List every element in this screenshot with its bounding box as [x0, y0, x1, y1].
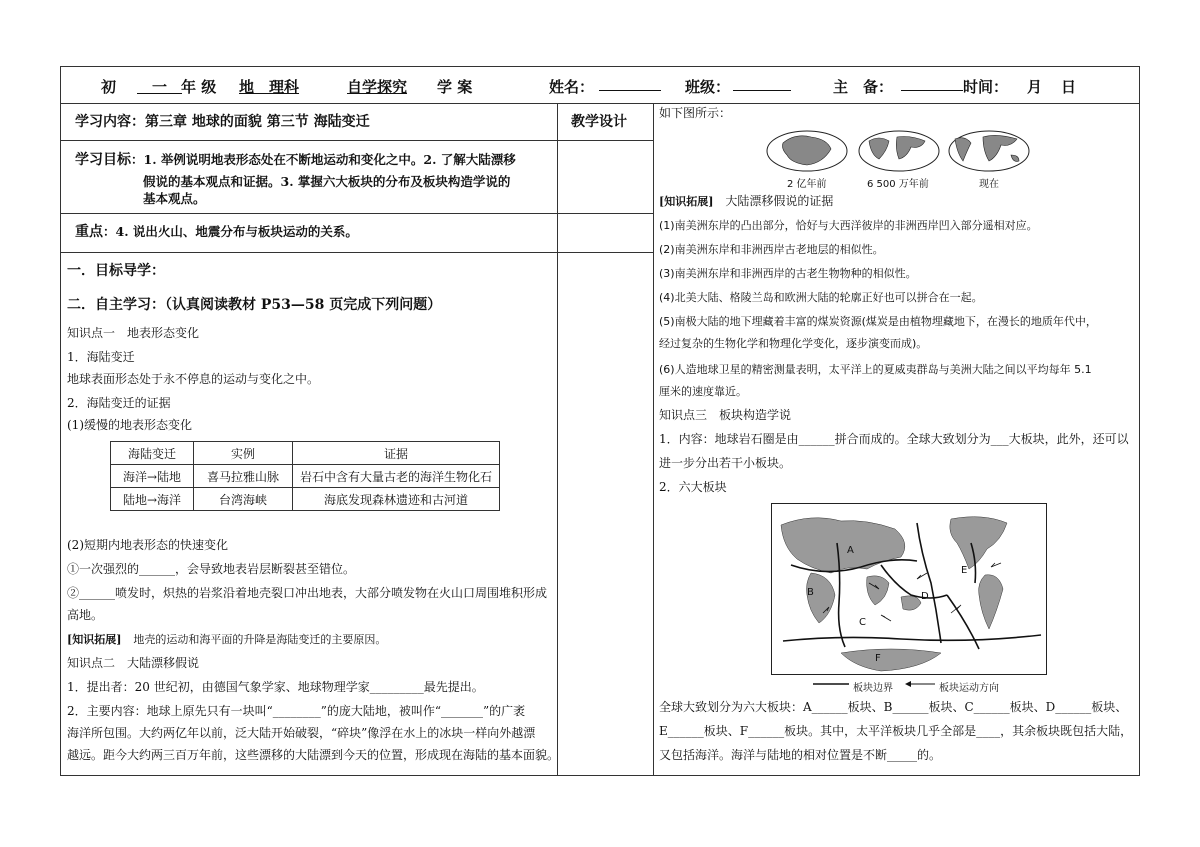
- table-header: 海陆变迁: [111, 442, 194, 465]
- table-row: [111, 465, 500, 488]
- day-label: 日: [1061, 78, 1077, 96]
- grade-suffix: 年 级: [181, 78, 217, 96]
- evidence-4: (4)北美大陆、格陵兰岛和欧洲大陆的轮廓正好也可以拼合在一起。: [659, 291, 983, 304]
- kp1-item2: 2．海陆变迁的证据: [67, 396, 171, 410]
- evidence-1: (1)南美洲东岸的凸出部分，恰好与大西洋彼岸的非洲西岸凹入部分遥相对应。: [659, 219, 1038, 232]
- kp2-content-line3: 越远。距今大约两三百万年前，这些漂移的大陆漂到今天的位置，形成现在海陆的基本面貌。: [67, 748, 560, 762]
- table-cell: 台湾海峡: [194, 488, 293, 511]
- name-blank[interactable]: [599, 76, 661, 91]
- plate-label: B: [807, 587, 814, 598]
- kp3-title: 知识点三 板块构造学说: [659, 408, 792, 422]
- kp1-fast-change: (2)短期内地表形态的快速变化: [67, 538, 228, 552]
- kp3-content-cont: 进一步分出若干小板块。: [659, 456, 792, 470]
- kp3-six-plates: 2．六大板块: [659, 480, 727, 494]
- plate-label: C: [859, 617, 866, 628]
- kp1-item1: 1．海陆变迁: [67, 350, 135, 364]
- objectives-line3: 基本观点。: [143, 191, 206, 206]
- plate-label: E: [961, 565, 968, 576]
- table-cell: 海洋→陆地: [111, 465, 194, 488]
- row-line-2: [61, 213, 653, 214]
- kp1-title: 知识点一 地表形态变化: [67, 326, 200, 340]
- header-bar: [61, 67, 1139, 104]
- name-label: 姓名：: [549, 78, 595, 96]
- table-header: 证据: [293, 442, 500, 465]
- class-label: 班级：: [685, 78, 731, 96]
- kp1-slow-change: (1)缓慢的地表形态变化: [67, 418, 192, 432]
- table-row: [111, 488, 500, 511]
- evidence-table: [110, 441, 500, 511]
- plate-label: F: [875, 653, 881, 664]
- teaching-design-title: 教学设计: [571, 114, 627, 130]
- divider-right: [653, 104, 654, 776]
- evidence-5-cont: 经过复杂的生物化学和物理化学变化，逐步演变而成)。: [659, 337, 928, 350]
- grade-number: 一: [152, 78, 168, 96]
- study-type: 自学探究: [347, 78, 408, 96]
- prep-blank[interactable]: [901, 76, 963, 91]
- globe-label: 6 500 万年前: [867, 179, 929, 190]
- plan-label: 学 案: [437, 78, 473, 96]
- prep-label: 主 备：: [833, 78, 894, 96]
- table-cell: 喜马拉雅山脉: [194, 465, 293, 488]
- row-line-3: [61, 252, 653, 253]
- legend-boundary-line: [811, 679, 851, 689]
- kp2-proposer: 1．提出者：20 世纪初，由德国气象学家、地球物理学家_________最先提出。: [67, 680, 484, 694]
- right-extension: [知识拓展] 大陆漂移假说的证据: [659, 194, 834, 208]
- row-line-1: [61, 140, 653, 141]
- kp2-title: 知识点二 大陆漂移假说: [67, 656, 200, 670]
- evidence-6-cont: 厘米的速度靠近。: [659, 385, 747, 398]
- plate-label: A: [847, 545, 854, 556]
- legend-direction-label: 板块运动方向: [939, 683, 999, 694]
- objectives-line1: 学习目标：1. 举例说明地表形态处在不断地运动和变化之中。2. 了解大陆漂移: [75, 152, 516, 168]
- table-cell: 海底发现森林遗迹和古河道: [293, 488, 500, 511]
- globe-label: 现在: [979, 179, 999, 190]
- section-goal-guide: 一．目标导学：: [67, 263, 165, 279]
- kp1-fast-item2: ②______喷发时，炽热的岩浆沿着地壳裂口冲出地表，大部分喷发物在火山口周围堆积形成: [67, 586, 548, 600]
- grade-prefix: 初: [101, 78, 117, 96]
- globe-200my: [767, 131, 847, 171]
- table-cell: 岩石中含有大量古老的海洋生物化石: [293, 465, 500, 488]
- plate-label: D: [921, 591, 929, 602]
- class-blank[interactable]: [733, 76, 791, 91]
- evidence-5: (5)南极大陆的地下埋藏着丰富的煤炭资源(煤炭是由植物埋藏地下，在漫长的地质年代中，: [659, 315, 1097, 328]
- worksheet: [60, 66, 1140, 776]
- table-header: 实例: [194, 442, 293, 465]
- key-points: 重点：4. 说出火山、地震分布与板块运动的关系。: [75, 224, 358, 240]
- kp1-fast-item1: ①一次强烈的______，会导致地表岩层断裂甚至错位。: [67, 562, 356, 576]
- legend-arrow-icon: [903, 679, 937, 689]
- kp1-item1-text: 地球表面形态处于永不停息的运动与变化之中。: [67, 372, 320, 386]
- section-self-study: 二．自主学习：（认真阅读教材 P53—58 页完成下列问题）: [67, 297, 442, 313]
- globe-65my: [859, 131, 939, 171]
- subject: 地 理科: [239, 78, 300, 96]
- kp1-extension: [知识拓展] 地壳的运动和海平面的升降是海陆变迁的主要原因。: [67, 633, 387, 646]
- plates-line3: 又包括海洋。海洋与陆地的相对位置是不断_____的。: [659, 748, 942, 762]
- right-intro: 如下图所示：: [659, 106, 732, 120]
- evidence-3: (3)南美洲东岸和非洲西岸的古老生物物种的相似性。: [659, 267, 917, 280]
- table-header-row: [111, 442, 500, 465]
- divider-left: [557, 104, 558, 776]
- plates-line1: 全球大致划分为六大板块：A______板块、B______板块、C______板块、D______板块、: [659, 700, 1128, 714]
- globe-label: 2 亿年前: [787, 179, 827, 190]
- plates-line2: E______板块、F______板块。其中，太平洋板块几乎全部是____，其余板块既包括大陆，: [659, 724, 1133, 738]
- kp3-content: 1．内容：地球岩石圈是由______拼合而成的。全球大致划分为___大板块，此外，还可以: [659, 432, 1129, 446]
- kp2-content-line1: 2．主要内容：地球上原先只有一块叫“________”的庞大陆地，被叫作“_______”的广袤: [67, 704, 526, 718]
- legend-boundary-label: 板块边界: [853, 683, 893, 694]
- kp1-fast-item2-cont: 高地。: [67, 608, 104, 622]
- kp2-content-line2: 海洋所包围。大约两亿年以前，泛大陆开始破裂，“碎块”像浮在水上的冰块一样向外越漂: [67, 726, 536, 740]
- evidence-2: (2)南美洲东岸和非洲西岸古老地层的相似性。: [659, 243, 884, 256]
- objectives-line2: 假说的基本观点和证据。3. 掌握六大板块的分布及板块构造学说的: [143, 174, 511, 189]
- time-label: 时间：: [963, 78, 1009, 96]
- study-content: 学习内容：第三章 地球的面貌 第三节 海陆变迁: [75, 114, 370, 130]
- plate-map: [771, 503, 1047, 675]
- month-label: 月: [1027, 78, 1043, 96]
- evidence-6: (6)人造地球卫星的精密测量表明，太平洋上的夏威夷群岛与美洲大陆之间以平均每年 5.1: [659, 363, 1092, 376]
- globe-present: [949, 131, 1029, 171]
- table-cell: 陆地→海洋: [111, 488, 194, 511]
